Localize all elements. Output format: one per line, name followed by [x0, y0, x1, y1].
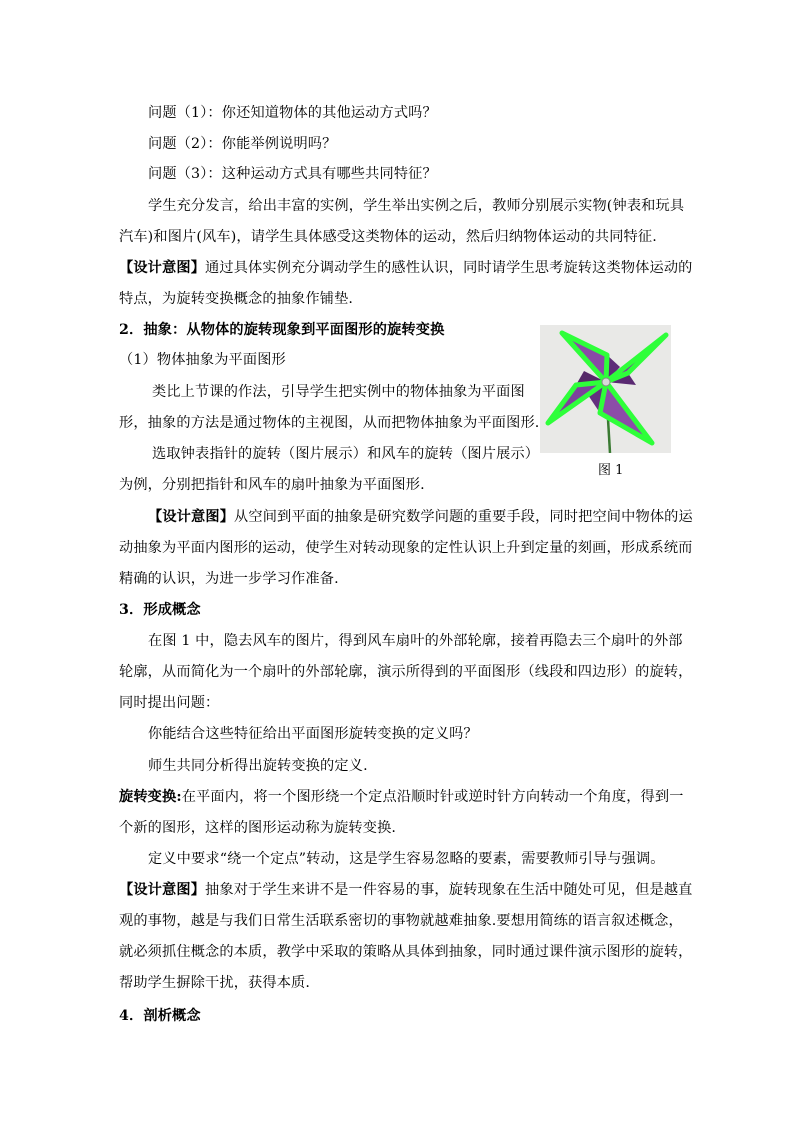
paragraph-line: 就必须抓住概念的本质，教学中采取的策略从具体到抽象，同时通过课件演示图形的旋转，	[119, 944, 693, 960]
design-intent-label: 【设计意图】	[119, 882, 206, 898]
section-heading-2: 2．抽象：从物体的旋转现象到平面图形的旋转变换	[119, 322, 445, 338]
subheading: （1）物体抽象为平面图形	[119, 352, 286, 368]
design-intent-label: 【设计意图】	[148, 509, 235, 525]
paragraph-line: 形，抽象的方法是通过物体的主视图，从而把物体抽象为平面图形.	[119, 415, 540, 431]
paragraph-line: 为例，分别把指针和风车的扇叶抽象为平面图形.	[119, 477, 425, 493]
section-heading-4: 4．剖析概念	[119, 1008, 201, 1024]
design-intent-line	[148, 507, 693, 527]
paragraph-line: 动抽象为平面内图形的运动，使学生对转动现象的定性认识上升到定量的刻画，形成系统而	[119, 540, 693, 556]
rotation-term-label: 旋转变换:	[119, 789, 182, 805]
section-heading-3: 3．形成概念	[119, 602, 201, 618]
paragraph-line: 学生充分发言，给出丰富的实例，学生举出实例之后，教师分别展示实物(钟表和玩具	[148, 198, 685, 214]
paragraph-line: 类比上节课的作法，引导学生把实例中的物体抽象为平面图	[152, 384, 525, 400]
pinwheel-figure	[540, 325, 671, 453]
design-intent-text: 通过具体实例充分调动学生的感性认识，同时请学生思考旋转这类物体运动的	[205, 260, 693, 276]
paragraph-line: 个新的图形，这样的图形运动称为旋转变换.	[119, 820, 397, 836]
paragraph-line: 帮助学生摒除干扰，获得本质.	[119, 975, 311, 991]
paragraph-line: 你能结合这些特征给出平面图形旋转变换的定义吗？	[148, 726, 478, 742]
paragraph-line: 在图 1 中，隐去风车的图片，得到风车扇叶的外部轮廓，接着再隐去三个扇叶的外部	[148, 633, 683, 649]
paragraph-line: 定义中要求“绕一个定点”转动，这是学生容易忽略的要素，需要教师引导与强调。	[148, 851, 665, 867]
paragraph-line: 同时提出问题：	[119, 695, 220, 711]
pinwheel-image	[540, 325, 671, 453]
paragraph-line: 选取钟表指针的旋转（图片展示）和风车的旋转（图片展示）	[152, 446, 540, 462]
design-intent-label: 【设计意图】	[119, 260, 206, 276]
figure-caption: 图 1	[598, 463, 624, 478]
paragraph-line: 观的事物，越是与我们日常生活联系密切的事物就越难抽象.要想用简练的语言叙述概念，	[119, 913, 683, 929]
question-1: 问题（1）：你还知道物体的其他运动方式吗？	[148, 105, 437, 121]
design-intent-line	[119, 258, 693, 278]
design-intent-line	[119, 880, 693, 900]
question-2: 问题（2）：你能举例说明吗？	[148, 136, 337, 152]
design-intent-text: 从空间到平面的抽象是研究数学问题的重要手段，同时把空间中物体的运	[234, 509, 693, 525]
definition-text: 在平面内，将一个图形绕一个定点沿顺时针或逆时针方向转动一个角度，得到一	[181, 789, 684, 805]
paragraph-line: 轮廓，从而简化为一个扇叶的外部轮廓，演示所得到的平面图形（线段和四边形）的旋转，	[119, 664, 693, 680]
paragraph-line: 精确的认识，为进一步学习作准备.	[119, 571, 339, 587]
paragraph-line: 师生共同分析得出旋转变换的定义.	[148, 758, 368, 774]
design-intent-text: 抽象对于学生来讲不是一件容易的事，旋转现象在生活中随处可见，但是越直	[205, 882, 693, 898]
question-3: 问题（3）：这种运动方式具有哪些共同特征？	[148, 166, 437, 182]
definition-line	[119, 787, 684, 807]
paragraph-line: 特点，为旋转变换概念的抽象作铺垫.	[119, 291, 354, 307]
paragraph-line: 汽车)和图片(风车)，请学生具体感受这类物体的运动，然后归纳物体运动的共同特征.	[119, 229, 657, 245]
